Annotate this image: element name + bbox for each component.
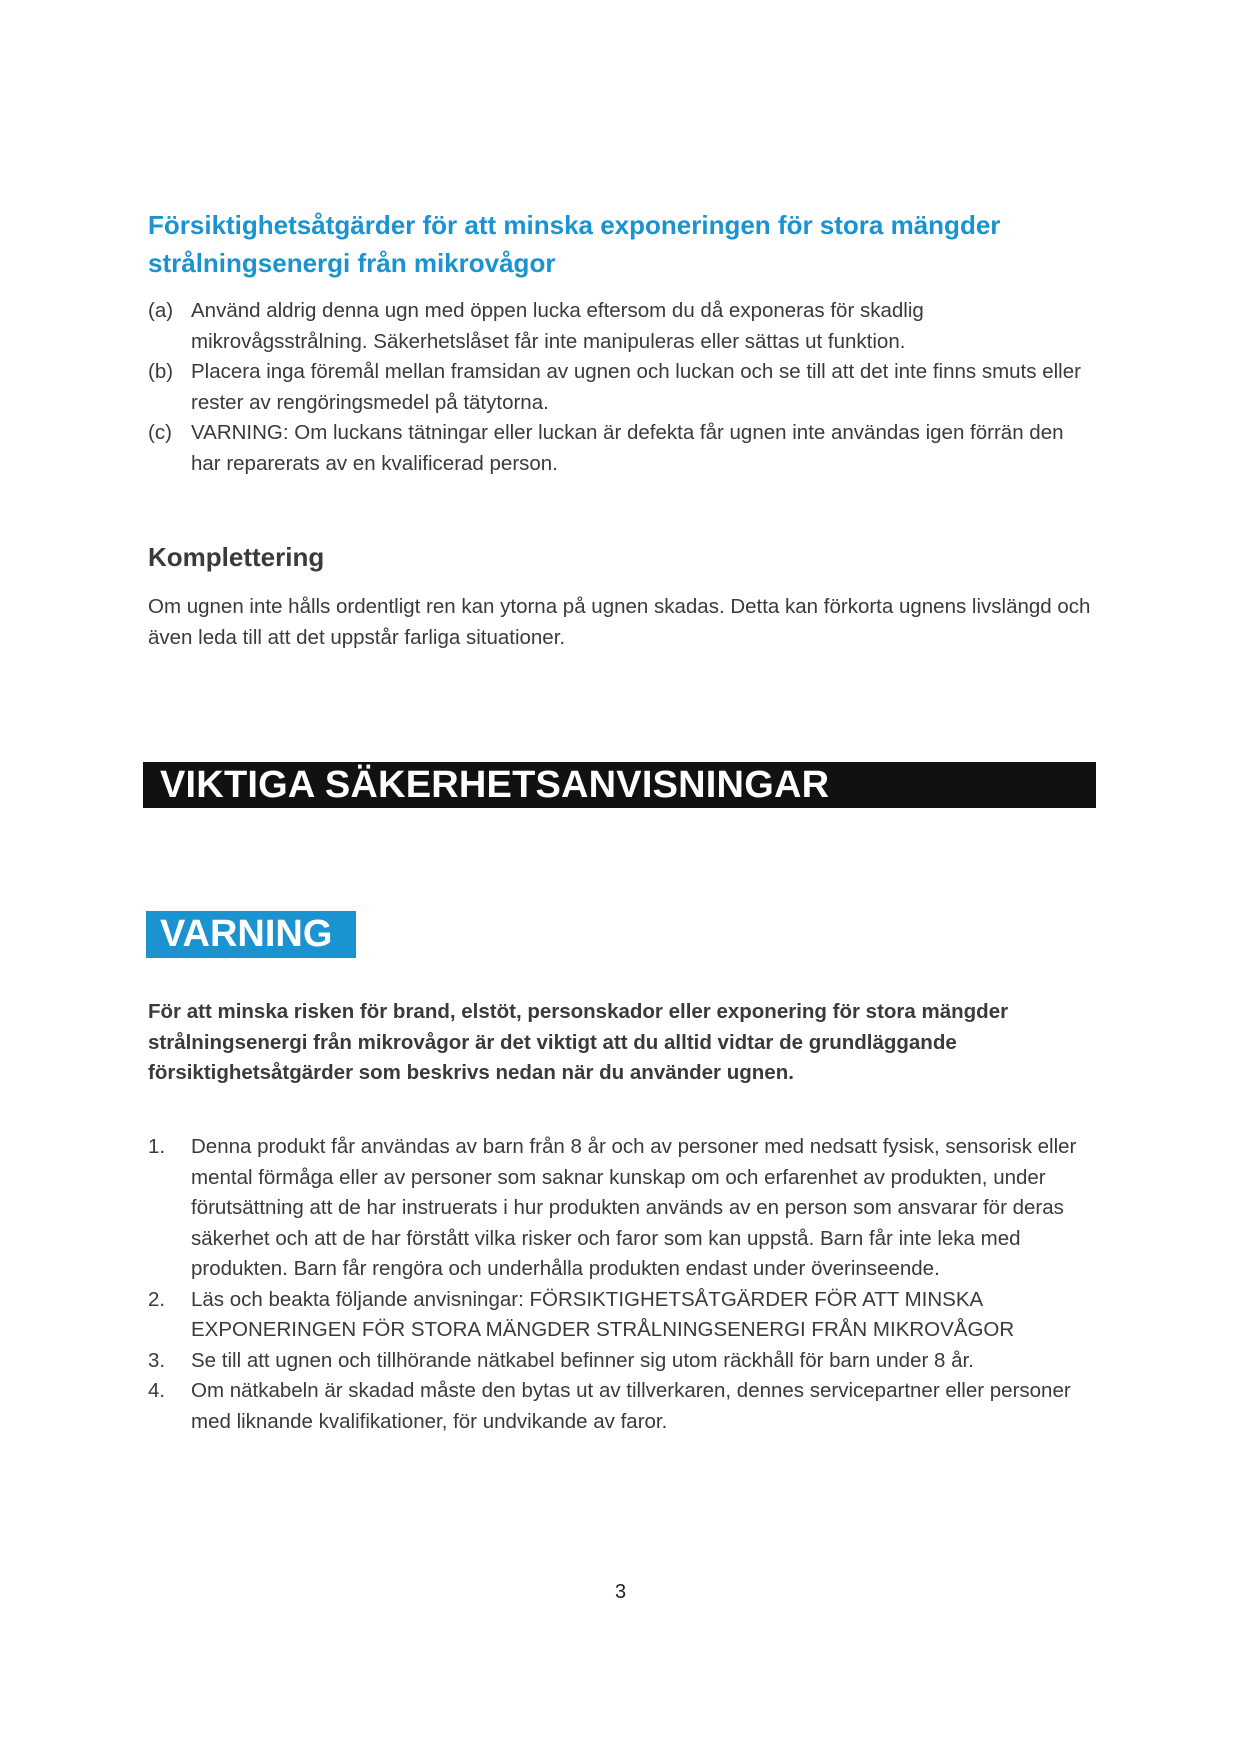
list-item-text: Om nätkabeln är skadad måste den bytas ut av tillverkaren, dennes servicepartner eller personer med liknande kvalifikationer, för undvikande av faror. [191,1379,1071,1433]
list-marker: 2. [148,1287,166,1311]
safety-instructions-title: VIKTIGA SÄKERHETSANVISNINGAR [160,764,830,806]
page-number: 3 [614,1581,627,1603]
list-item-text: Denna produkt får användas av barn från 8 år och av personer med nedsatt fysisk, sensorisk eller mental förmåga eller av personer som saknar kunskap om och erfarenhet av produkten, under förutsättning att de har instruerats i hur produkten används av en person som ansvarar för deras säkerhet och att de har förstått vilka risker och faror som kan uppstå. Barn får inte leka med produkten. Barn får rengöra och underhålla produkten endast under överinseende. [191,1135,1077,1280]
list-item [148,357,1098,418]
list-item [148,1132,1098,1285]
list-item-text: Placera inga föremål mellan framsidan av ugnen och luckan och se till att det inte finns smuts eller rester av rengöringsmedel på tätytorna. [191,360,1081,414]
list-marker: 1. [148,1135,166,1158]
supplement-paragraph: Om ugnen inte hålls ordentligt ren kan ytorna på ugnen skadas. Detta kan förkorta ugnens livslängd och även leda till att det uppstår farliga situationer. [148,595,1091,649]
supplement-heading: Komplettering [148,542,325,572]
precautions-list [148,296,1098,479]
list-marker: (c) [148,421,172,444]
list-item [148,1285,1098,1346]
list-marker: (b) [148,360,174,383]
list-item [148,296,1098,357]
list-item-text: Använd aldrig denna ugn med öppen lucka eftersom du då exponeras för skadlig mikrovågsstrålning. Säkerhetslåset får inte manipuleras eller sättas ut funktion. [191,299,924,353]
warning-banner [146,911,356,958]
precautions-heading: Försiktighetsåtgärder för att minska exponeringen för stora mängder strålningsenergi från mikrovågor [148,210,1001,278]
list-item-text: Läs och beakta följande anvisningar: FÖRSIKTIGHETSÅTGÄRDER FÖR ATT MINSKA EXPONERINGEN FÖR STORA MÄNGDER STRÅLNINGSENERGI FRÅN MIKROVÅGOR [191,1287,1015,1341]
safety-instructions-banner [143,762,1096,808]
list-item [148,1346,1098,1377]
list-item-text: Se till att ugnen och tillhörande nätkabel befinner sig utom räckhåll för barn under 8 år. [191,1348,974,1372]
list-marker: 4. [148,1379,166,1402]
list-item [148,418,1098,479]
list-item-text: VARNING: Om luckans tätningar eller luckan är defekta får ugnen inte användas igen förrän den har reparerats av en kvalificerad person. [191,421,1064,475]
list-marker: (a) [148,299,174,322]
list-marker: 3. [148,1348,166,1372]
list-item [148,1376,1098,1437]
warning-title: VARNING [160,913,333,955]
safety-numbered-list [148,1132,1098,1437]
warning-intro: För att minska risken för brand, elstöt, personskador eller exponering för stora mängder strålningsenergi från mikrovågor är det viktigt att du alltid vidtar de grundläggande försiktighetsåtgärder som beskrivs nedan när du använder ugnen. [148,1000,1009,1084]
